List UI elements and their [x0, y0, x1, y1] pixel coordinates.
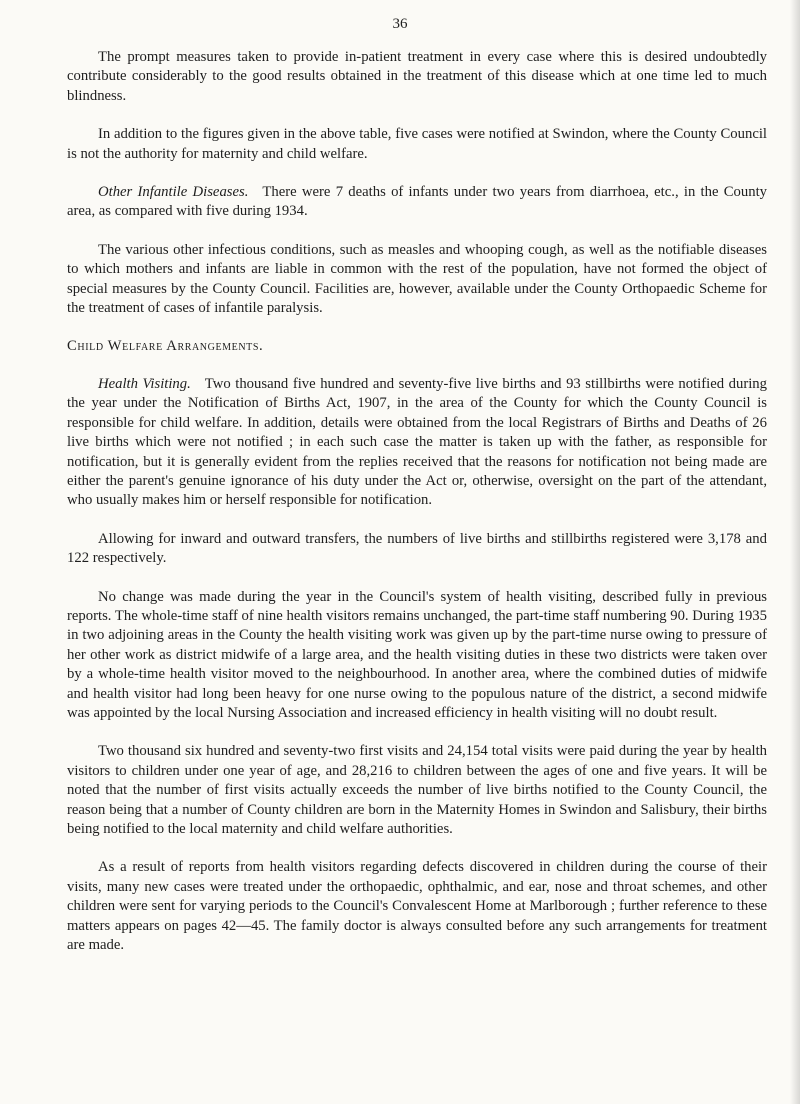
section-heading-child-welfare: Child Welfare Arrangements. [67, 338, 264, 355]
paragraph-system-changes: No change was made during the year in the Council's system of health visiting, described fully in previous reports. The whole-time staff of nine health visitors remains unchanged, the part-time staff numbering 90. During 1935 in two adjoining areas in the County the health visiting work was given up by the part-time nurse owing to pressure of her other work as district midwife of a large area, and the health visiting duties in these two districts were taken over by a whole-time health visitor moved to the neighbourhood. In another area, where the combined duties of midwife and health visitor had long been heavy for one nurse owing to the populous nature of the district, a second midwife was appointed by the local Nursing Association and increased efficiency in health visiting will no doubt result. [67, 588, 767, 721]
paragraph-other-infantile-diseases [67, 183, 767, 222]
page-number: 36 [392, 16, 408, 32]
paragraph-health-visiting [67, 375, 767, 511]
paragraph-swindon-cases: In addition to the figures given in the above table, five cases were notified at Swindon, where the County Council is not the authority for maternity and child welfare. [67, 126, 767, 162]
run-in-heading-other-infantile-diseases: Other Infantile Diseases. [98, 184, 249, 201]
paragraph-transfers: Allowing for inward and outward transfers, the numbers of live births and stillbirths registered were 3,178 and 122 respectively. [67, 530, 767, 567]
paragraph-eye-treatment: The prompt measures taken to provide in-patient treatment in every case where this is desired undoubtedly contribute considerably to the good results obtained in the treatment of this disease which at one time led to much blindness. [67, 49, 767, 104]
page-edge-shadow [790, 0, 800, 1104]
paragraph-visit-figures: Two thousand six hundred and seventy-two first visits and 24,154 total visits were paid during the year by health visitors to children under one year of age, and 28,216 to children between the ages of one and five years. It will be noted that the number of first visits actually exceeds the number of live births notified to the County Council, the reason being that a number of County children are born in the Maternity Homes in Swindon and Salisbury, their births being notified to the local maternity and child welfare authorities. [67, 743, 767, 837]
paragraph-defect-reports: As a result of reports from health visitors regarding defects discovered in children during the course of their visits, many new cases were treated under the orthopaedic, ophthalmic, and ear, nose and throat schemes, and other children were sent for varying periods to the Council's Convalescent Home at Marlborough ; further reference to these matters appears on pages 42—45. The family doctor is always consulted before any such arrangements for treatment are made. [67, 859, 767, 954]
body-text [67, 48, 767, 974]
paragraph-text: There were 7 deaths of infants under two years from diarrhoea, etc., in the County area, as compared with five during 1934. [67, 184, 767, 220]
paragraph-text: Two thousand five hundred and seventy-five live births and 93 stillbirths were notified during the year under the Notification of Births Act, 1907, in the area of the County for which the County Council is responsible for child welfare. In addition, details were obtained from the local Registrars of Births and Deaths of 26 live births which were not notified ; in each such case the matter is taken up with the father, as responsible for notification, but it is generally evident from the replies received that the reasons for notification not being made are either the parent's genuine ignorance of his duty under the Act or, otherwise, oversight on the part of the attendant, who usually makes him or herself responsible for notification. [67, 375, 767, 509]
paragraph-infectious-conditions: The various other infectious conditions, such as measles and whooping cough, as well as the notifiable diseases to which mothers and infants are liable in common with the rest of the population, have not formed the object of special measures by the County Council. Facilities are, however, available under the County Orthopaedic Scheme for the treatment of cases of infantile paralysis. [67, 241, 767, 317]
run-in-heading-health-visiting: Health Visiting. [98, 375, 191, 392]
